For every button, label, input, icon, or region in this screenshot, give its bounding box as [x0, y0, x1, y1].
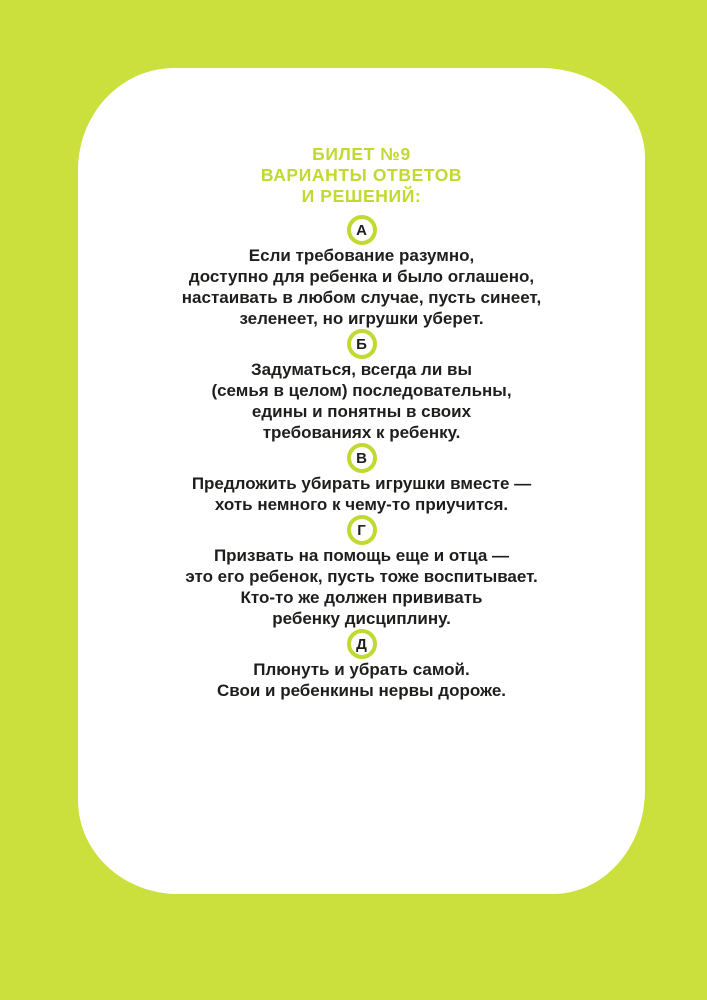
option-letter: В [356, 449, 367, 467]
answer-card [78, 68, 645, 894]
option-text-line: Кто-то же должен прививать [240, 588, 483, 607]
answer-option [120, 515, 603, 629]
option-letter-badge [347, 215, 377, 245]
option-text-line: доступно для ребенка и было оглашено, [188, 267, 535, 286]
option-letter: А [356, 221, 367, 239]
option-letter-badge [347, 329, 377, 359]
option-text-line: (семья в целом) последовательны, [211, 381, 512, 400]
option-text-line: настаивать в любом случае, пусть синеет, [181, 288, 542, 307]
card-title [120, 144, 603, 207]
option-text [120, 245, 603, 329]
option-text-line: Призвать на помощь еще и отца — [213, 546, 510, 565]
option-letter-badge [347, 443, 377, 473]
option-text-line: Если требование разумно, [248, 246, 475, 265]
option-text [120, 473, 603, 515]
option-letter-badge [347, 629, 377, 659]
option-text-line: Плюнуть и убрать самой. [253, 660, 470, 679]
option-text-line: это его ребенок, пусть тоже воспитывает. [185, 567, 538, 586]
card-title-line: ВАРИАНТЫ ОТВЕТОВ [260, 165, 463, 185]
card-title-line: И РЕШЕНИЙ: [301, 186, 422, 206]
option-letter: Г [357, 521, 366, 539]
option-text-line: Предложить убирать игрушки вместе — [191, 474, 532, 493]
option-text-line: хоть немного к чему-то приучится. [214, 495, 509, 514]
option-text [120, 359, 603, 443]
option-text [120, 545, 603, 629]
options-list [120, 215, 603, 701]
option-text-line: ребенку дисциплину. [272, 609, 451, 628]
option-text-line: Свои и ребенкины нервы дороже. [216, 681, 507, 700]
answer-option [120, 443, 603, 515]
option-text-line: требованиях к ребенку. [262, 423, 461, 442]
option-text [120, 659, 603, 701]
card-title-line: БИЛЕТ №9 [312, 144, 411, 164]
answer-option [120, 215, 603, 329]
option-letter-badge [347, 515, 377, 545]
answer-option [120, 329, 603, 443]
option-letter: Б [356, 335, 367, 353]
option-text-line: Задуматься, всегда ли вы [250, 360, 473, 379]
answer-option [120, 629, 603, 701]
option-letter: Д [356, 635, 367, 653]
option-text-line: едины и понятны в своих [251, 402, 472, 421]
option-text-line: зеленеет, но игрушки уберет. [239, 309, 484, 328]
